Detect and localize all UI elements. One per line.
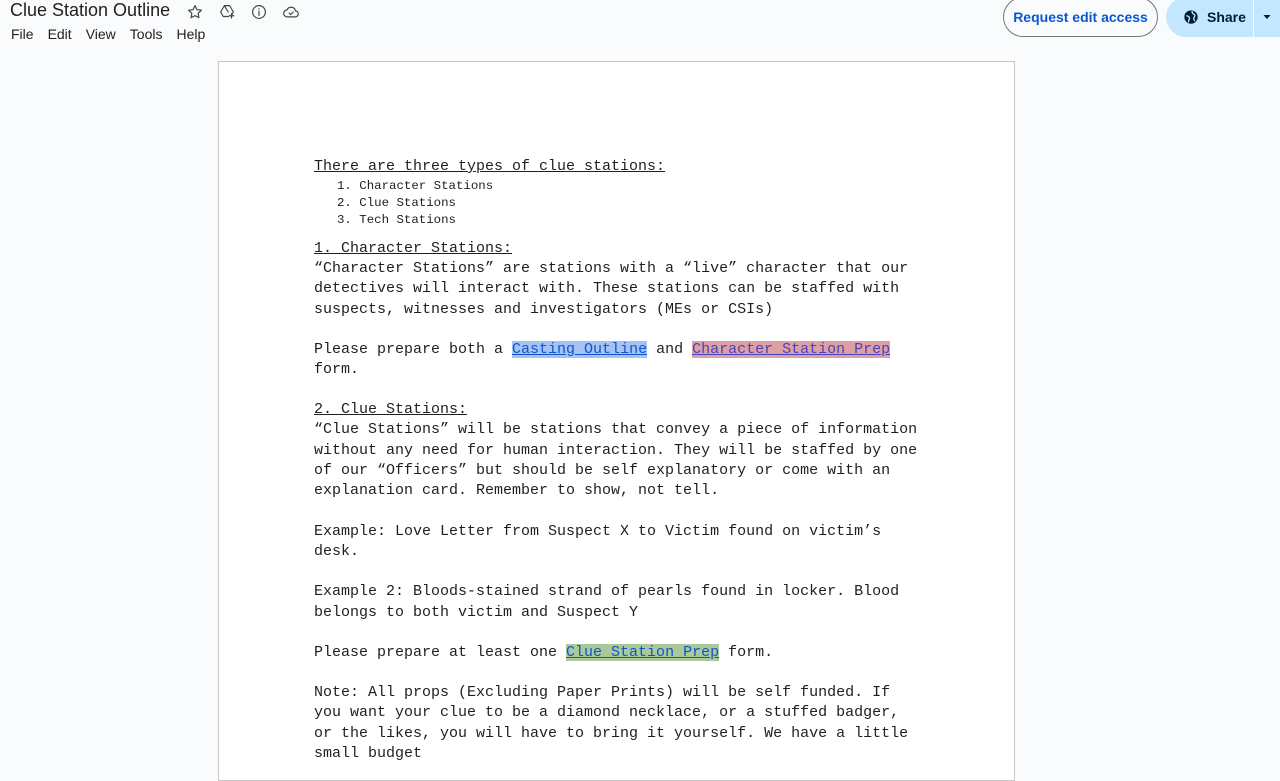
prep-forms-paragraph: [314, 340, 924, 381]
add-to-drive-icon[interactable]: [216, 1, 237, 22]
menu-file[interactable]: File: [11, 26, 34, 42]
request-edit-access-button[interactable]: Request edit access: [1003, 0, 1158, 37]
document-title[interactable]: Clue Station Outline: [10, 0, 171, 20]
list-item: 2. Clue Stations: [337, 196, 456, 210]
share-button-group: [1166, 0, 1280, 37]
character-station-prep-link[interactable]: Character Station Prep: [692, 340, 891, 358]
clue-station-prep-link[interactable]: Clue Station Prep: [566, 643, 720, 661]
types-heading: There are three types of clue stations:: [314, 158, 666, 175]
clue-stations-heading: 2. Clue Stations:: [314, 401, 468, 419]
clue-stations-paragraph: “Clue Stations” will be stations that convey a piece of information without any need for human interaction. They will be staffed by one of our “Officers” but should be self explanatory or come with an explanation card. Remember to show, not tell.: [314, 421, 918, 500]
character-stations-paragraph: “Character Stations” are stations with a “live” character that our detectives will interact with. These stations can be staffed with suspects, witnesses and investigators (MEs or CSIs): [314, 260, 909, 318]
document-body: [314, 157, 924, 764]
share-button[interactable]: [1166, 0, 1253, 37]
menu-bar: [4, 24, 212, 44]
list-item: 1. Character Stations: [337, 179, 494, 193]
example-2-paragraph: Example 2: Bloods-stained strand of pearls found in locker. Blood belongs to both victim and Suspect Y: [314, 583, 900, 621]
menu-help[interactable]: Help: [176, 26, 206, 42]
text-run: form.: [314, 361, 360, 379]
menu-edit[interactable]: Edit: [47, 26, 72, 42]
menu-tools[interactable]: Tools: [129, 26, 163, 42]
text-run: Please prepare at least one: [314, 643, 567, 661]
cloud-saved-icon[interactable]: [280, 1, 301, 22]
character-stations-heading: 1. Character Stations:: [314, 240, 513, 257]
clue-prep-paragraph: [314, 643, 924, 663]
document-page: [218, 61, 1015, 781]
note-paragraph: Note: All props (Excluding Paper Prints) will be self funded. If you want your clue to be a diamond necklace, or a stuffed badger, or the likes, you will have to bring it yourself. We have a little small budget: [314, 684, 909, 763]
star-icon[interactable]: [184, 1, 205, 22]
types-list: [314, 178, 924, 229]
title-icons: [184, 1, 301, 22]
casting-outline-link[interactable]: Casting Outline: [512, 340, 648, 358]
list-item: 3. Tech Stations: [337, 213, 456, 227]
menu-view[interactable]: View: [85, 26, 116, 42]
share-label: Share: [1207, 9, 1246, 25]
text-run: form.: [719, 643, 774, 661]
example-paragraph: Example: Love Letter from Suspect X to Victim found on victim’s desk.: [314, 522, 882, 560]
share-dropdown-button[interactable]: [1254, 0, 1280, 37]
caret-down-icon: [1262, 12, 1272, 22]
text-run: Please prepare both a: [314, 340, 513, 358]
text-run: and: [647, 340, 693, 358]
globe-icon: [1183, 9, 1199, 25]
info-icon[interactable]: [248, 1, 269, 22]
app-header: [0, 0, 1280, 52]
